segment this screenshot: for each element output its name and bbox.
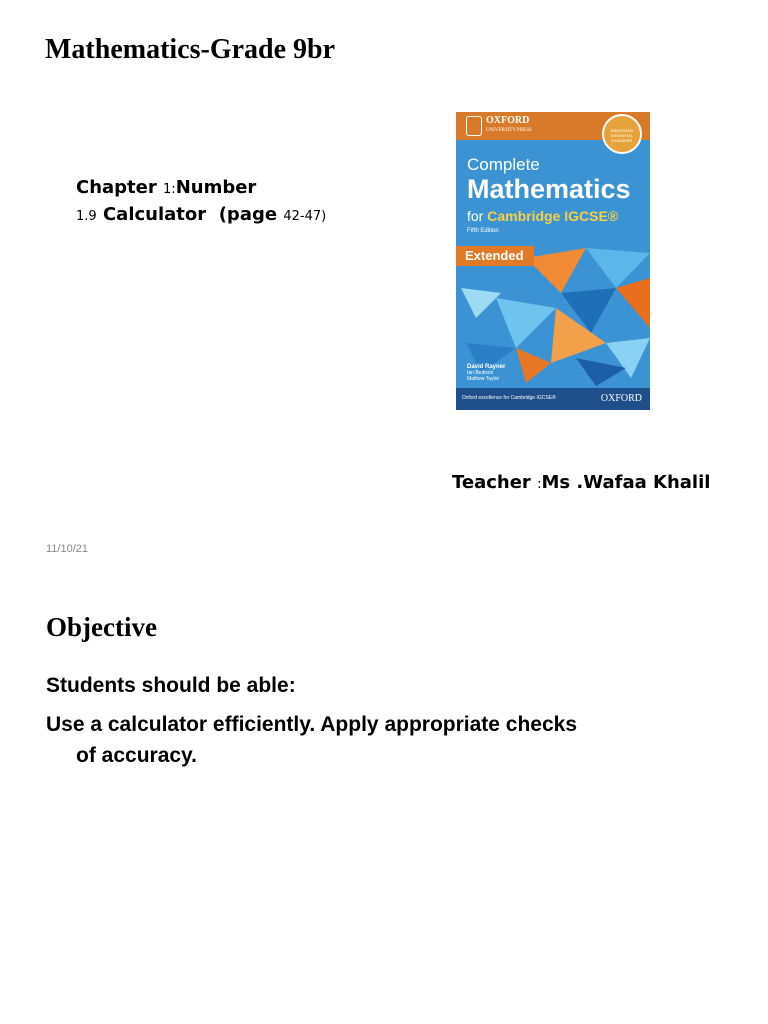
chapter-heading: [76, 177, 256, 198]
teacher-name: Wafaa Khalil: [583, 472, 711, 493]
objective-body: [46, 709, 646, 771]
author-2: Ian Bettison: [467, 370, 494, 376]
objective-line2: of accuracy.: [76, 744, 198, 767]
teacher-sep: :: [537, 477, 542, 492]
objective-title: Objective: [46, 612, 157, 642]
cover-publisher-sub: UNIVERSITY PRESS: [486, 128, 532, 133]
cover-extended-label: Extended: [456, 246, 534, 266]
author-main: David Rayner: [467, 364, 506, 370]
slide-date: 11/10/21: [46, 543, 89, 555]
chapter-word: Chapter: [76, 177, 157, 198]
author-3: Mathew Taylor: [467, 376, 500, 382]
book-cover-image: [456, 112, 650, 410]
teacher-label: Teacher: [452, 472, 531, 493]
cover-authors: [467, 364, 505, 382]
cover-title-line3: [467, 208, 618, 224]
cover-board: Cambridge IGCSE®: [487, 208, 619, 224]
cover-title-line1: Complete: [467, 155, 540, 174]
teacher-dot: .: [576, 472, 584, 493]
section-heading: [76, 204, 326, 225]
cover-footer-left: Oxford excellence for Cambridge IGCSE®: [462, 395, 556, 401]
section-number: 1.9: [76, 209, 97, 224]
cover-title-line2: Mathematics: [467, 174, 631, 204]
teacher-title: Ms: [541, 472, 571, 493]
objective-intro: Students should be able:: [46, 674, 296, 697]
cover-publisher: OXFORD: [486, 115, 530, 126]
endorsement-badge: ENDORSED ESSENTIAL EXAMINER: [602, 114, 642, 154]
page-label: (page: [218, 204, 278, 225]
chapter-name: Number: [175, 177, 257, 198]
cover-for: for: [467, 208, 484, 224]
slide-title: Mathematics-Grade 9br: [45, 34, 336, 65]
teacher-line: [452, 472, 710, 493]
section-name: Calculator: [102, 204, 207, 225]
cover-edition: Fifth Edition: [467, 228, 499, 234]
page-range: 42-47): [283, 209, 327, 224]
chapter-number: 1:: [163, 182, 176, 197]
cover-footer-right: OXFORD: [600, 393, 642, 404]
objective-line1: Use a calculator efficiently. Apply appropriate checks: [46, 713, 578, 736]
oxford-crest-icon: [466, 116, 482, 136]
